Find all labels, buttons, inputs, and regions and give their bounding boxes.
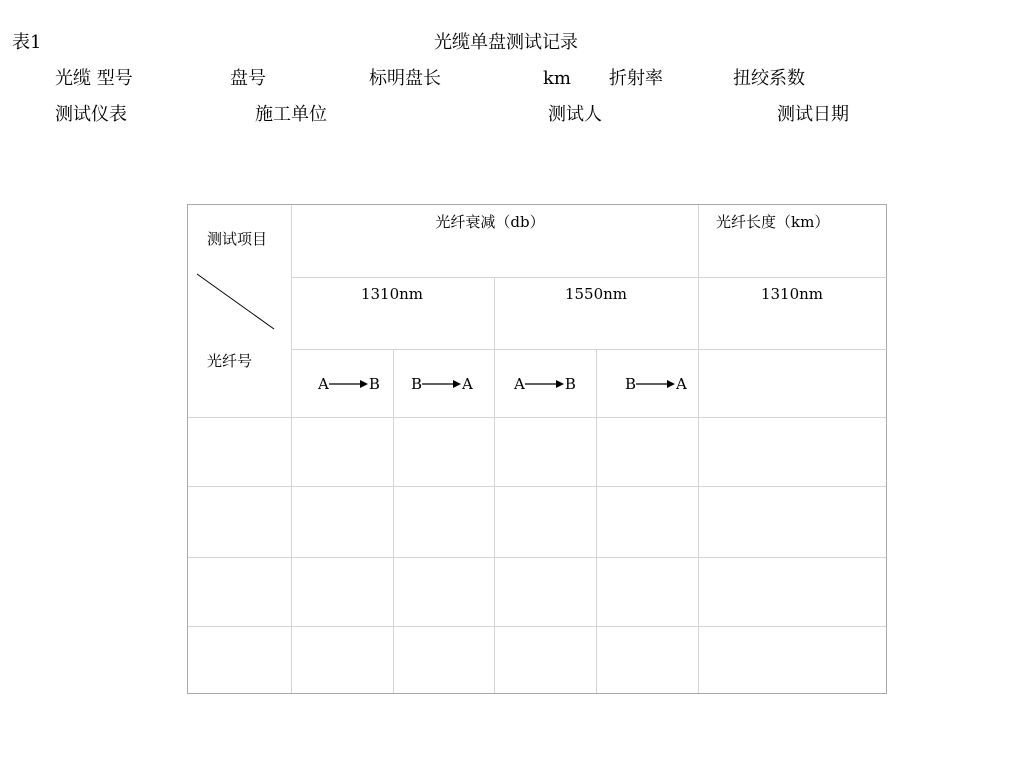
direction-from: B [411,375,423,393]
km-unit-label: km [543,68,571,89]
test-instrument-label: 测试仪表 [55,104,127,125]
construction-unit-label: 施工单位 [255,104,327,125]
refraction-index-label: 折射率 [609,68,663,89]
length-1310-header: 1310nm [760,285,824,303]
right-arrow-icon [636,378,676,390]
grid-line [291,349,887,350]
table-row [188,558,886,626]
twist-factor-label: 扭绞系数 [733,68,805,89]
right-arrow-icon [525,378,565,390]
tester-label: 测试人 [548,104,602,125]
direction-to: A [676,375,687,393]
direction-a-to-b-1310 [318,375,380,393]
direction-b-to-a-1550 [625,375,687,393]
direction-to: B [564,375,576,393]
direction-to: A [462,375,473,393]
length-header: 光纤长度（km） [716,213,830,231]
attenuation-1310-header: 1310nm [360,285,424,303]
right-arrow-icon [329,378,369,390]
table-label: 表1 [12,32,42,53]
table-row [188,418,886,486]
corner-header-test-item: 测试项目 [207,230,268,248]
cable-model-label: 光缆 型号 [55,68,133,89]
direction-from: A [318,375,329,393]
direction-from: A [514,375,525,393]
test-date-label: 测试日期 [777,104,849,125]
reel-number-label: 盘号 [230,68,266,89]
corner-header-fiber-no: 光纤号 [207,352,253,370]
table-row [188,487,886,557]
right-arrow-icon [422,378,462,390]
direction-to: B [368,375,380,393]
direction-b-to-a-1310 [411,375,473,393]
direction-a-to-b-1550 [514,375,576,393]
document-title: 光缆单盘测试记录 [434,32,578,53]
marked-length-label: 标明盘长 [369,68,441,89]
table-row [188,627,886,693]
attenuation-1550-header: 1550nm [564,285,628,303]
corner-diagonal-line [196,273,276,331]
grid-line [291,277,887,278]
direction-from: B [625,375,637,393]
test-record-table [187,204,887,694]
attenuation-header: 光纤衰减（db） [435,213,545,231]
